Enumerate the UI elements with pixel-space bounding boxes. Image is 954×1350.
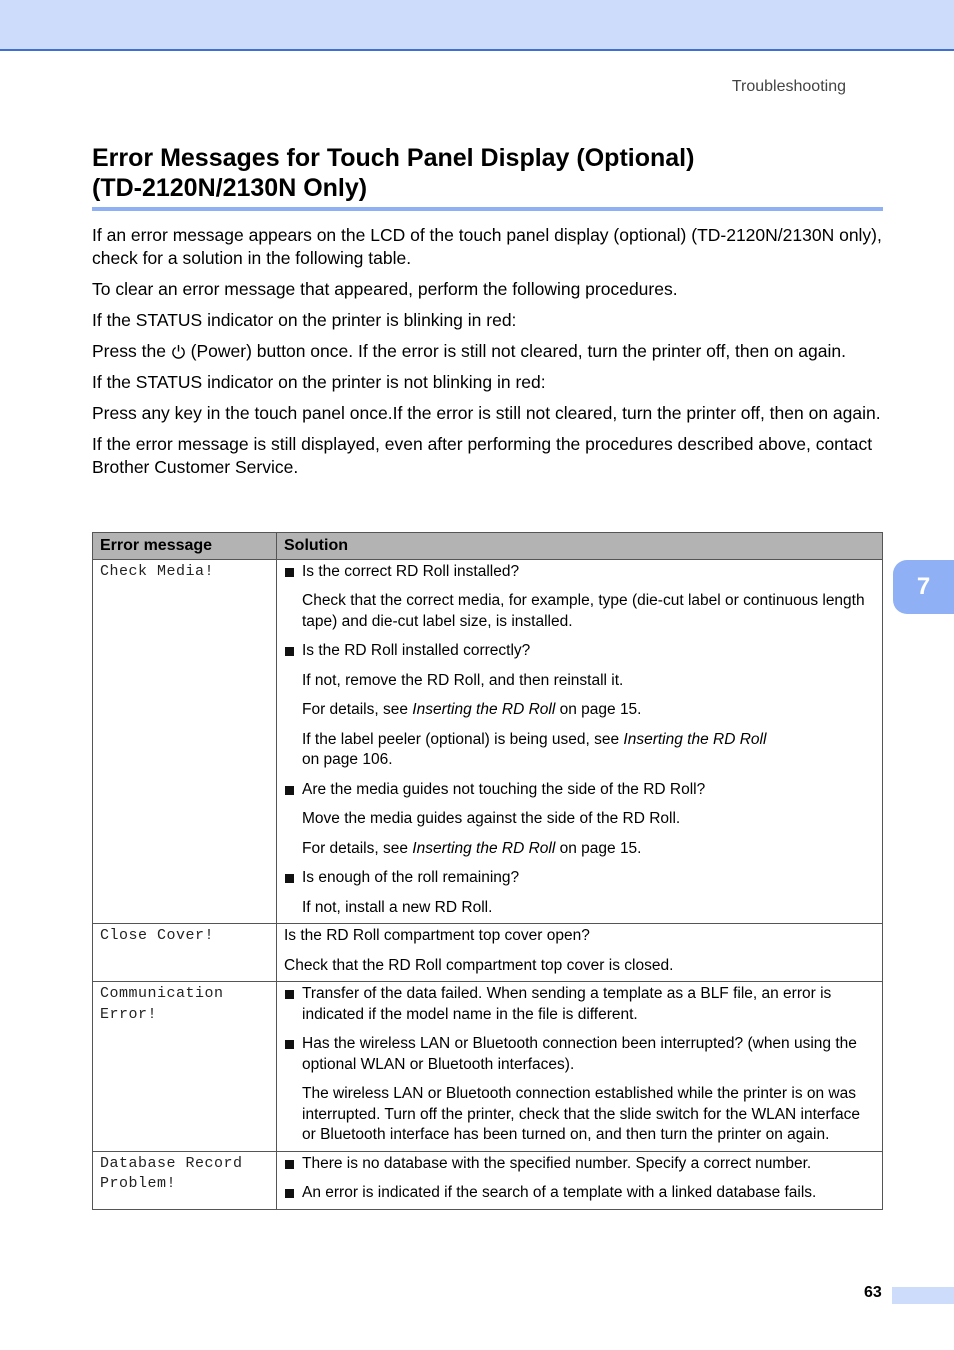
section-label: Troubleshooting xyxy=(731,78,846,95)
intro-paragraph: If the STATUS indicator on the printer is blinking in red: xyxy=(92,310,517,330)
intro-paragraph: Press any key in the touch panel once.If the error is still not cleared, turn the printer off, then on again. xyxy=(92,403,881,423)
solution-text: Check that the RD Roll compartment top cover is closed. xyxy=(284,956,674,974)
error-table xyxy=(92,532,883,1210)
bullet-square-icon xyxy=(285,1160,294,1169)
bullet-square-icon xyxy=(285,1189,294,1198)
header-solution: Solution xyxy=(277,533,883,560)
solution-text: If not, remove the RD Roll, and then reinstall it. xyxy=(302,671,624,689)
solution-cell xyxy=(277,559,883,924)
solution-text: Move the media guides against the side of the RD Roll. xyxy=(302,810,681,827)
bullet-square-icon xyxy=(285,647,294,656)
intro-paragraph xyxy=(92,340,887,363)
table-row xyxy=(93,982,883,1152)
bullet-square-icon xyxy=(285,874,294,883)
solution-text: For details, see Inserting the RD Roll on page 15. xyxy=(302,701,642,718)
solution-text: The wireless LAN or Bluetooth connection established while the printer is on was interrupted. Turn off the printer, check that the slide switch for the WLAN interface or Bluetooth interface has been turned on, and then turn the printer on again. xyxy=(302,1085,860,1143)
power-icon xyxy=(171,344,186,359)
bullet-square-icon xyxy=(285,1040,294,1049)
bullet-square-icon xyxy=(285,568,294,577)
solution-cell xyxy=(277,1151,883,1209)
solution-text: Check that the correct media, for example, type (die-cut label or continuous length tape) and die-cut label size, is installed. xyxy=(302,592,865,630)
bullet-square-icon xyxy=(285,786,294,795)
error-message-cell: Check Media! xyxy=(93,559,277,924)
bullet-item: Is the RD Roll installed correctly? xyxy=(284,641,875,662)
solution-text: Is the RD Roll compartment top cover open? xyxy=(284,927,590,944)
intro-text xyxy=(92,224,887,487)
table-header-row xyxy=(93,533,883,560)
bullet-item: Are the media guides not touching the side of the RD Roll? xyxy=(284,780,875,801)
intro-paragraph: If an error message appears on the LCD of the touch panel display (optional) (TD-2120N/2130N only), check for a solution in the following table. xyxy=(92,225,882,268)
error-message-cell: Close Cover! xyxy=(93,924,277,982)
bullet-square-icon xyxy=(285,990,294,999)
intro-paragraph: To clear an error message that appeared, perform the following procedures. xyxy=(92,279,678,299)
intro-paragraph: If the STATUS indicator on the printer is not blinking in red: xyxy=(92,372,546,392)
header-band xyxy=(0,0,954,51)
cross-reference-link[interactable]: Inserting the RD Roll xyxy=(412,701,556,718)
bullet-item: Has the wireless LAN or Bluetooth connection been interrupted? (when using the optional WLAN or Bluetooth interfaces). xyxy=(284,1034,875,1075)
title-underline xyxy=(92,207,883,211)
error-message-cell: Communication Error! xyxy=(93,982,277,1152)
bullet-item: An error is indicated if the search of a template with a linked database fails. xyxy=(284,1183,875,1204)
bullet-item: Transfer of the data failed. When sending a template as a BLF file, an error is indicated if the model name in the file is different. xyxy=(284,984,875,1025)
bullet-item: There is no database with the specified number. Specify a correct number. xyxy=(284,1154,875,1175)
solution-text: If not, install a new RD Roll. xyxy=(302,898,493,916)
page-title xyxy=(92,143,882,203)
solution-cell xyxy=(277,982,883,1152)
title-line-2: (TD-2120N/2130N Only) xyxy=(92,174,368,202)
table-row xyxy=(93,924,883,982)
table-row xyxy=(93,1151,883,1209)
intro-paragraph: If the error message is still displayed, even after performing the procedures described above, contact Brother Customer Service. xyxy=(92,434,873,477)
solution-cell xyxy=(277,924,883,982)
cross-reference-link[interactable]: Inserting the RD Roll xyxy=(623,730,767,748)
solution-text: If the label peeler (optional) is being used, see Inserting the RD Roll on page 106. xyxy=(302,730,767,768)
page-number: 63 xyxy=(864,1284,882,1301)
power-text-before: Press the xyxy=(92,341,171,361)
power-text-after: (Power) button once. If the error is still not cleared, turn the printer off, then on again. xyxy=(185,341,846,361)
bullet-item: Is the correct RD Roll installed? xyxy=(284,562,875,583)
chapter-tab[interactable]: 7 xyxy=(893,560,954,614)
bullet-item: Is enough of the roll remaining? xyxy=(284,868,875,889)
table-row xyxy=(93,559,883,924)
title-line-1: Error Messages for Touch Panel Display (Optional) xyxy=(92,144,695,172)
solution-text: For details, see Inserting the RD Roll on page 15. xyxy=(302,839,642,857)
cross-reference-link[interactable]: Inserting the RD Roll xyxy=(412,839,556,857)
footer-bar xyxy=(892,1287,954,1304)
error-message-cell: Database Record Problem! xyxy=(93,1151,277,1209)
header-error-message: Error message xyxy=(93,533,277,560)
